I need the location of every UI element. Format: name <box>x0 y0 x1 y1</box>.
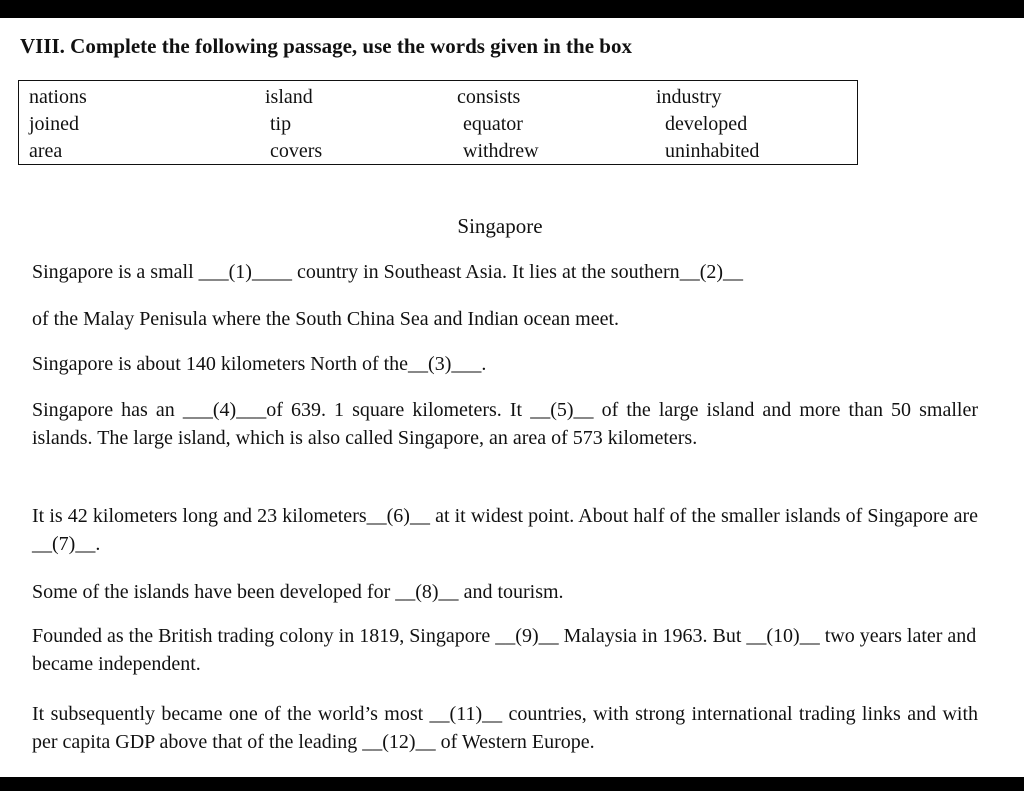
word-box-item: consists <box>457 86 521 108</box>
passage-text: country in Southeast Asia. It lies at the southern <box>291 261 680 283</box>
passage-text: Some of the islands have been developed for <box>32 581 396 603</box>
passage-text: . <box>95 533 101 555</box>
passage-text: Malaysia in 1963. But <box>558 625 747 647</box>
passage-text: and tourism. <box>458 581 564 603</box>
passage-text: of the Malay Penisula where the South China Sea and Indian ocean meet. <box>32 308 620 330</box>
answer-blank: __(3)___ <box>408 353 482 375</box>
passage-text: Singapore is a small <box>32 261 199 283</box>
word-box-item: developed <box>665 113 748 135</box>
passage-paragraph <box>32 578 978 606</box>
answer-blank: __(8)__ <box>395 581 459 603</box>
passage-text: It subsequently became one of the world’s most <box>32 703 430 725</box>
passage-paragraph <box>32 700 978 756</box>
passage-text: of the large island and more than 50 smaller islands. The large island, which is also called Singapore, an area of 573 kilometers. <box>32 399 978 449</box>
passage-paragraph <box>32 258 978 286</box>
passage-text: of 639. 1 square kilometers. It <box>266 399 531 421</box>
answer-blank: __(6)__ <box>366 505 430 527</box>
word-box-item: nations <box>29 86 87 108</box>
passage-text: at it widest point. About half of the smaller islands of Singapore are <box>429 505 978 527</box>
passage-text: It is 42 kilometers long and 23 kilometers <box>32 505 367 527</box>
word-box-item: tip <box>270 113 292 135</box>
passage-paragraph <box>32 305 978 333</box>
answer-blank: __(2)__ <box>679 261 744 283</box>
answer-blank: __(12)__ <box>362 731 436 753</box>
answer-blank: __(9)__ <box>495 625 559 647</box>
top-dark-band <box>0 0 1024 18</box>
word-box-item: joined <box>29 113 79 135</box>
passage-title: Singapore <box>457 214 543 238</box>
passage-paragraph <box>32 396 978 452</box>
bottom-dark-band <box>0 777 1024 791</box>
word-box-item: uninhabited <box>665 140 760 162</box>
passage-paragraph <box>32 622 992 678</box>
word-box-item: island <box>265 86 313 108</box>
word-box <box>18 80 858 165</box>
word-box-item: withdrew <box>463 140 539 162</box>
passage-text: two years later and became independent. <box>32 625 977 675</box>
answer-blank: __(5)__ <box>530 399 594 421</box>
answer-blank: ___(1)____ <box>198 261 292 283</box>
word-box-item: area <box>29 140 63 162</box>
passage-paragraph <box>32 502 978 558</box>
passage-paragraph <box>32 350 978 378</box>
word-box-item: industry <box>656 86 722 108</box>
answer-blank: __(11)__ <box>429 703 503 725</box>
word-box-item: covers <box>270 140 323 162</box>
passage-text: countries, with strong international trading links and with per capita GDP above that of the leading <box>32 703 978 753</box>
passage-text: Singapore is about 140 kilometers North of the <box>32 353 409 375</box>
exercise-heading: VIII. Complete the following passage, use the words given in the box <box>20 34 632 58</box>
answer-blank: ___(4)___ <box>182 399 267 421</box>
passage-text: . <box>481 353 487 375</box>
passage-text: of Western Europe. <box>435 731 595 753</box>
answer-blank: __(10)__ <box>746 625 820 647</box>
passage-text: Founded as the British trading colony in 1819, Singapore <box>32 625 496 647</box>
answer-blank: __(7)__ <box>32 533 96 555</box>
word-box-item: equator <box>463 113 523 135</box>
passage-text: Singapore has an <box>32 399 183 421</box>
